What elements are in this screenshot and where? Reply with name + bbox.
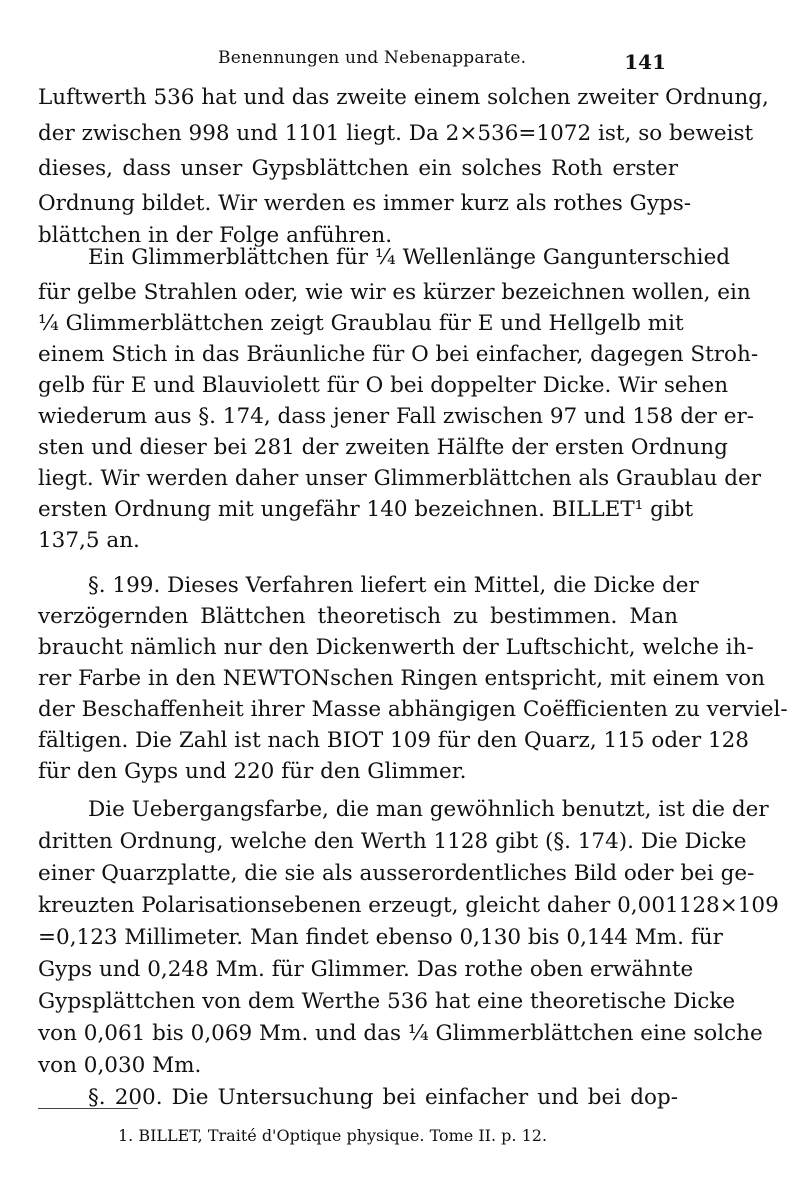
text-line: Ordnung bildet. Wir werden es immer kurz als rothes Gyps- — [38, 191, 692, 216]
section-heading-line: §. 200. Die Untersuchung bei einfacher und bei dop- — [88, 1085, 678, 1110]
text-line: von 0,061 bis 0,069 Mm. und das ¼ Glimmerblättchen eine solche — [38, 1021, 763, 1046]
text-line: sten und dieser bei 281 der zweiten Hälfte der ersten Ordnung — [38, 435, 728, 460]
text-line: liegt. Wir werden daher unser Glimmerblättchen als Graublau der — [38, 466, 761, 491]
text-line: verzögernden Blättchen theoretisch zu bestimmen. Man — [38, 604, 678, 629]
text-line: Gyps und 0,248 Mm. für Glimmer. Das rothe oben erwähnte — [38, 957, 694, 982]
text-line: dieses, dass unser Gypsblättchen ein solches Roth erster — [38, 156, 678, 181]
text-line: ersten Ordnung mit ungefähr 140 bezeichnen. BILLET¹ gibt — [38, 497, 694, 522]
text-line: für den Gyps und 220 für den Glimmer. — [38, 759, 467, 784]
text-line: einer Quarzplatte, die sie als ausserordentliches Bild oder bei ge- — [38, 861, 755, 886]
section-heading-line: §. 199. Dieses Verfahren liefert ein Mittel, die Dicke der — [88, 573, 699, 598]
text-line: 137,5 an. — [38, 528, 140, 553]
text-line: der Beschaffenheit ihrer Masse abhängigen Coëfficienten zu verviel- — [38, 697, 788, 722]
text-line: blättchen in der Folge anführen. — [38, 223, 393, 248]
text-line: ¼ Glimmerblättchen zeigt Graublau für E und Hellgelb mit — [38, 311, 684, 336]
text-line: einem Stich in das Bräunliche für O bei einfacher, dagegen Stroh- — [38, 342, 759, 367]
text-line: =0,123 Millimeter. Man findet ebenso 0,130 bis 0,144 Mm. für — [38, 925, 723, 950]
text-line: gelb für E und Blauviolett für O bei doppelter Dicke. Wir sehen — [38, 373, 729, 398]
text-line: von 0,030 Mm. — [38, 1053, 202, 1078]
page-header — [38, 44, 678, 74]
text-line: wiederum aus §. 174, dass jener Fall zwischen 97 und 158 der er- — [38, 404, 755, 429]
text-line: Luftwerth 536 hat und das zweite einem solchen zweiter Ordnung, — [38, 85, 769, 110]
text-line: braucht nämlich nur den Dickenwerth der Luftschicht, welche ih- — [38, 635, 754, 660]
page-number: 141 — [624, 50, 666, 74]
footnote: 1. BILLET, Traité d'Optique physique. Tome II. p. 12. — [118, 1126, 548, 1145]
text-line: der zwischen 998 und 1101 liegt. Da 2×536=1072 ist, so beweist — [38, 121, 754, 146]
text-line: Gypsplättchen von dem Werthe 536 hat eine theoretische Dicke — [38, 989, 736, 1014]
text-line: fältigen. Die Zahl ist nach BIOT 109 für den Quarz, 115 oder 128 — [38, 728, 749, 753]
text-line: kreuzten Polarisationsebenen erzeugt, gleicht daher 0,001128×109 — [38, 893, 779, 918]
text-line: Ein Glimmerblättchen für ¼ Wellenlänge Gangunterschied — [88, 245, 731, 270]
running-title: Benennungen und Nebenapparate. — [218, 48, 527, 68]
text-line: für gelbe Strahlen oder, wie wir es kürzer bezeichnen wollen, ein — [38, 280, 751, 305]
footnote-rule — [38, 1108, 138, 1109]
text-line: dritten Ordnung, welche den Werth 1128 gibt (§. 174). Die Dicke — [38, 829, 747, 854]
text-line: rer Farbe in den NEWTONschen Ringen entspricht, mit einem von — [38, 666, 765, 691]
text-line: Die Uebergangsfarbe, die man gewöhnlich benutzt, ist die der — [88, 797, 769, 822]
